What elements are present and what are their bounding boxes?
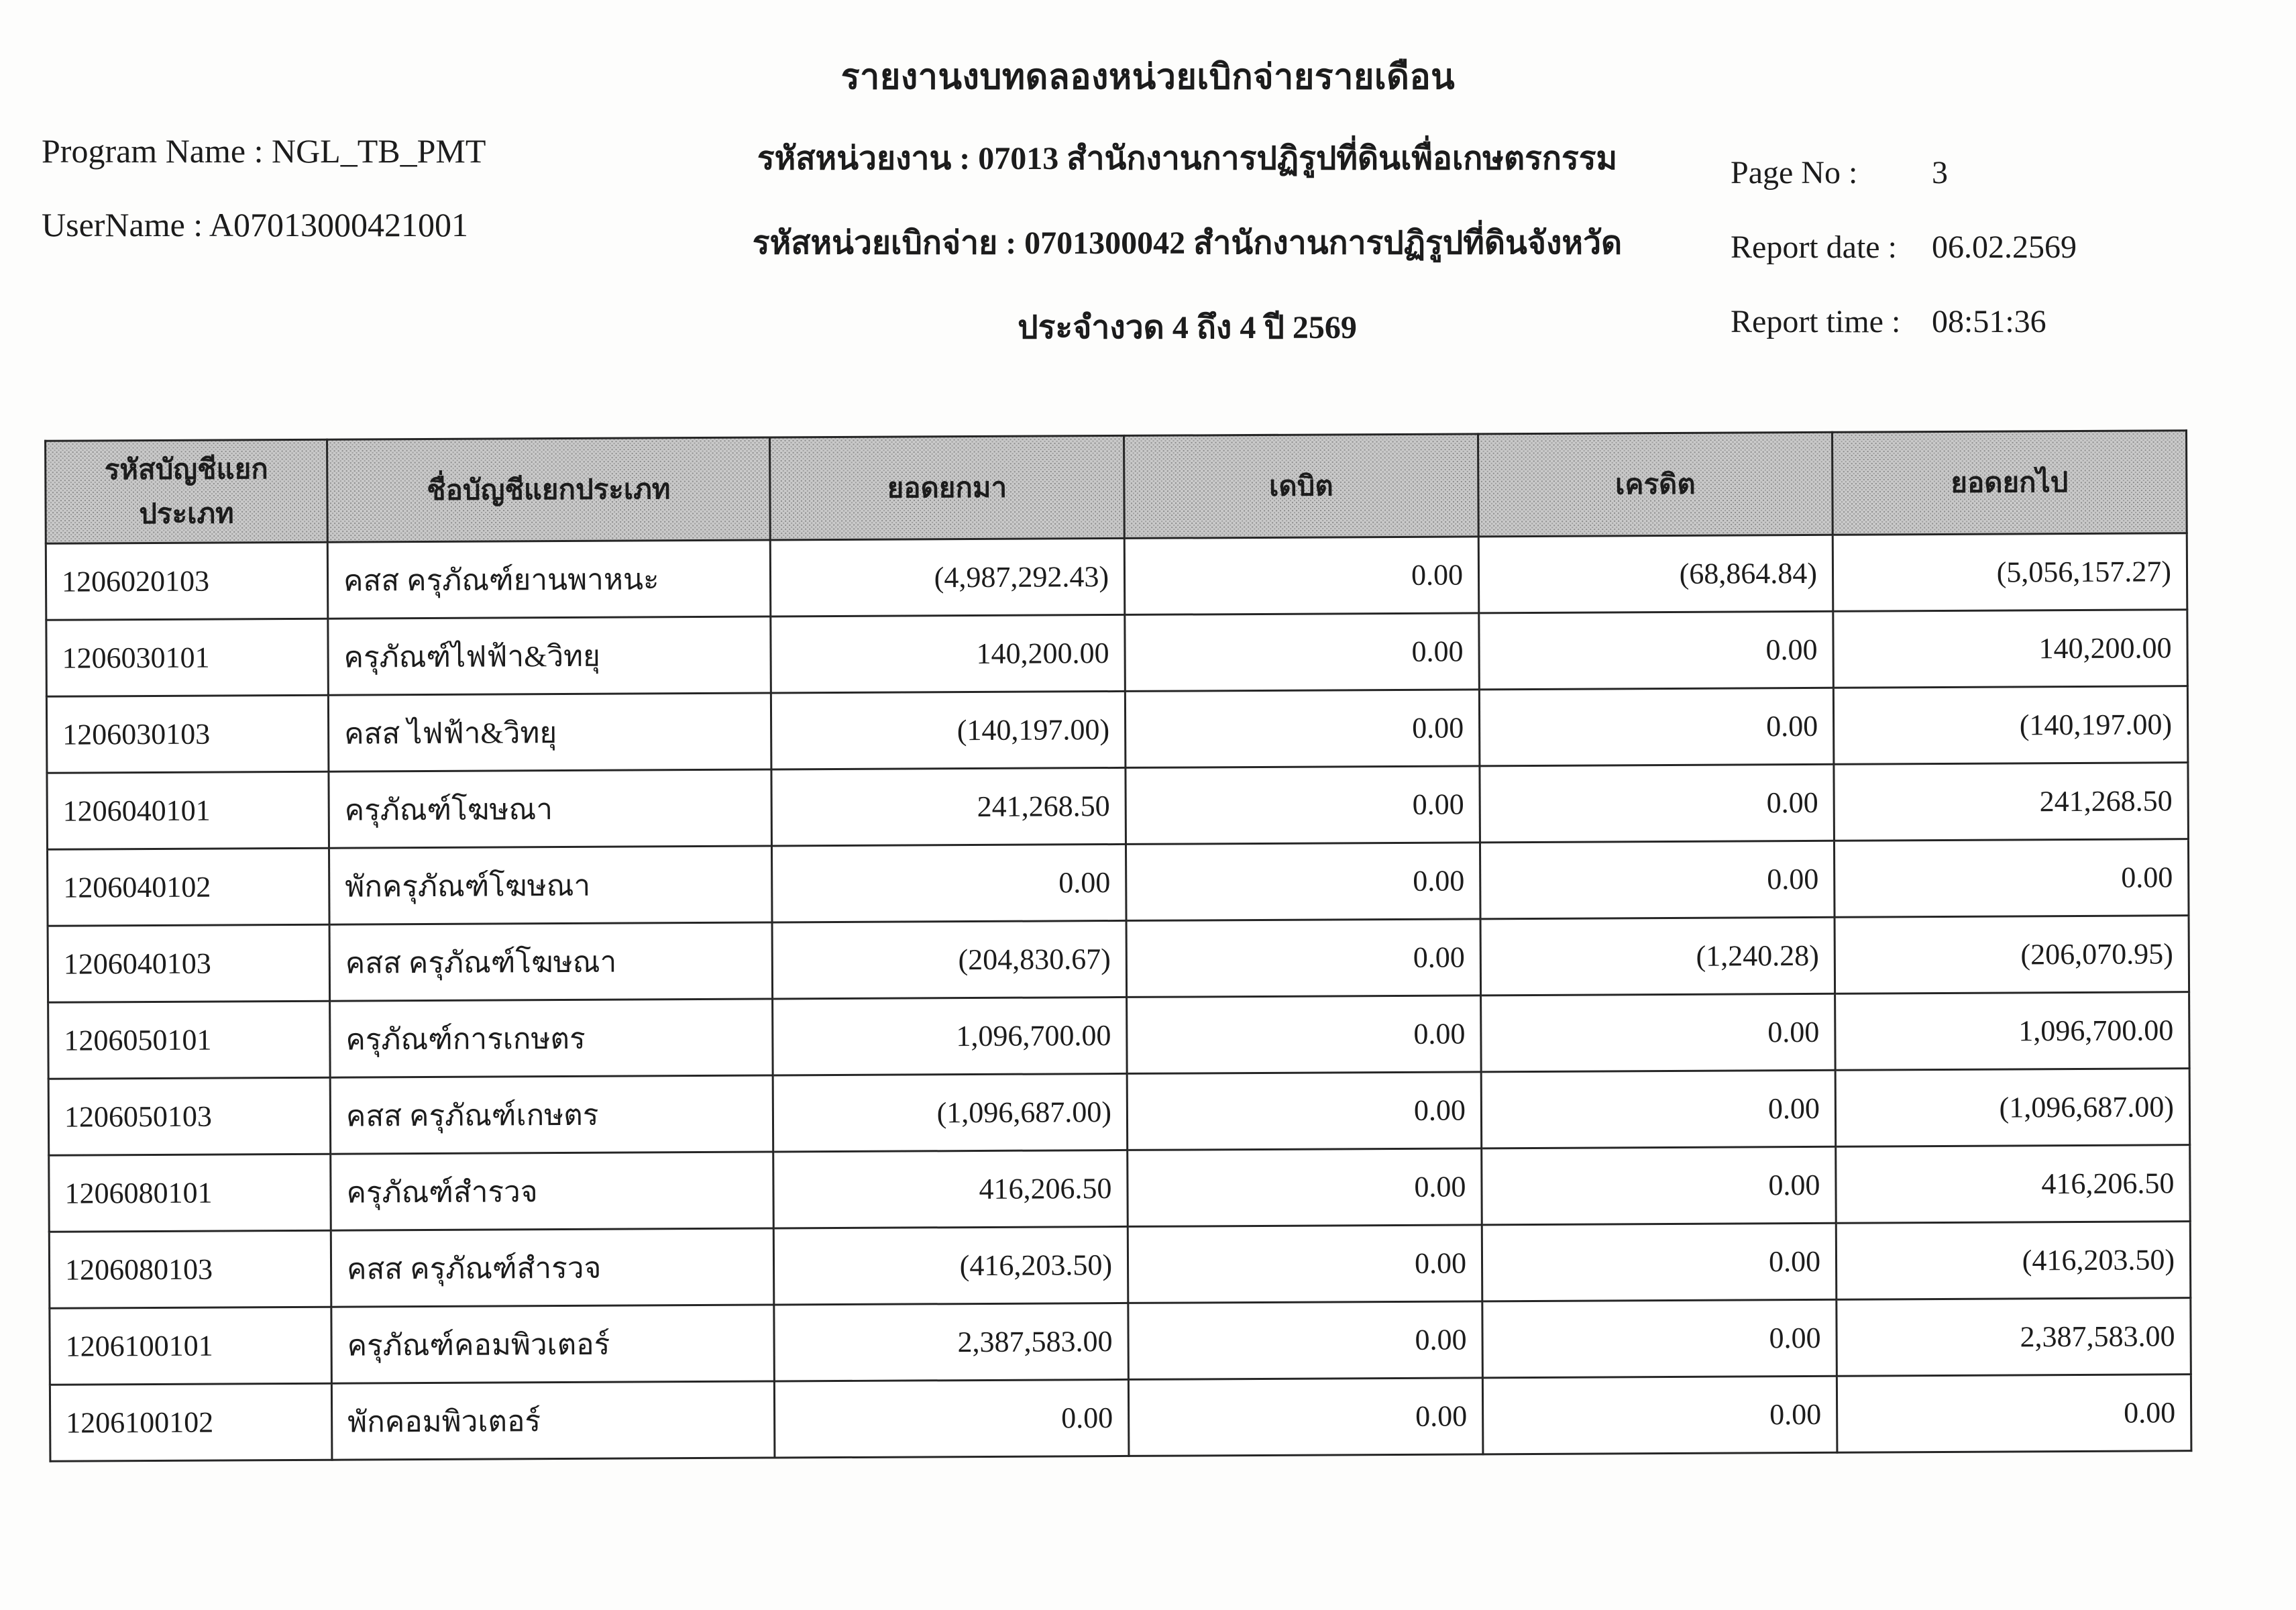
report-time-row — [1731, 303, 2281, 340]
cell-debit: 0.00 — [1127, 1072, 1482, 1150]
column-header-credit: เครดิต — [1478, 432, 1833, 537]
cell-account-code: 1206040101 — [47, 771, 329, 849]
agency-code: รหัสหน่วยงาน : 07013 สำนักงานการปฏิรูปที่ดินเพื่อเกษตรกรรม — [757, 141, 1618, 176]
cell-account-code: 1206040102 — [48, 848, 330, 926]
cell-account-code: 1206050103 — [48, 1077, 331, 1155]
cell-debit: 0.00 — [1126, 766, 1480, 845]
cell-account-code: 1206040103 — [48, 924, 330, 1002]
cell-credit: 0.00 — [1479, 611, 1834, 690]
cell-debit: 0.00 — [1128, 1148, 1482, 1227]
cell-account-name: คสส ครุภัณฑ์เกษตร — [330, 1075, 773, 1154]
cell-closing-balance: 241,268.50 — [1834, 763, 2189, 841]
cell-account-name: คสส ครุภัณฑ์ยานพาหนะ — [327, 540, 771, 619]
cell-account-name: คสส ไฟฟ้า&วิทยุ — [328, 693, 771, 771]
cell-closing-balance: 2,387,583.00 — [1837, 1298, 2191, 1377]
cell-closing-balance: (206,070.95) — [1835, 916, 2189, 994]
cell-account-code: 1206030103 — [46, 695, 329, 773]
cell-account-name: ครุภัณฑ์สำรวจ — [331, 1152, 774, 1230]
report-date-value: 06.02.2569 — [1932, 229, 2077, 265]
table-row — [46, 686, 2188, 773]
cell-opening-balance: (1,096,687.00) — [773, 1073, 1128, 1152]
cell-credit: 0.00 — [1482, 1376, 1837, 1454]
table-row — [46, 610, 2188, 697]
cell-opening-balance: 2,387,583.00 — [774, 1303, 1129, 1381]
cell-account-name: พักคอมพิวเตอร์ — [331, 1381, 775, 1460]
cell-account-code: 1206080101 — [49, 1154, 331, 1232]
cell-credit: 0.00 — [1482, 1223, 1837, 1301]
table-row — [47, 763, 2189, 850]
cell-opening-balance: (416,203.50) — [773, 1226, 1128, 1305]
report-period: ประจำงวด 4 ถึง 4 ปี 2569 — [1018, 310, 1357, 345]
cell-credit: (68,864.84) — [1478, 535, 1833, 613]
cell-closing-balance: 0.00 — [1834, 839, 2189, 918]
cell-debit: 0.00 — [1124, 537, 1479, 615]
cell-account-name: คสส ครุภัณฑ์สำรวจ — [331, 1228, 774, 1307]
cell-credit: 0.00 — [1480, 764, 1835, 843]
cell-credit: 0.00 — [1482, 1299, 1837, 1378]
column-header-account-code: รหัสบัญชีแยกประเภท — [46, 439, 328, 543]
report-time-value: 08:51:36 — [1932, 304, 2046, 339]
table-row — [48, 839, 2189, 926]
cell-closing-balance: (416,203.50) — [1836, 1222, 2191, 1300]
column-header-opening-balance: ยอดยกมา — [770, 435, 1125, 540]
cell-credit: 0.00 — [1481, 994, 1836, 1072]
table-row — [50, 1298, 2191, 1385]
header-left-block — [42, 131, 712, 279]
cell-account-name: พักครุภัณฑ์โฆษณา — [329, 846, 772, 924]
cell-debit: 0.00 — [1125, 613, 1480, 692]
cell-account-name: ครุภัณฑ์การเกษตร — [330, 999, 773, 1077]
cell-opening-balance: 0.00 — [774, 1379, 1129, 1458]
cell-opening-balance: 241,268.50 — [771, 767, 1126, 846]
cell-credit: 0.00 — [1479, 688, 1834, 766]
cell-closing-balance: 0.00 — [1837, 1375, 2191, 1453]
cell-debit: 0.00 — [1126, 843, 1480, 921]
table-header-row — [46, 431, 2187, 544]
cell-account-code: 1206100101 — [50, 1307, 332, 1385]
page-no-row — [1731, 154, 2281, 191]
cell-account-code: 1206030101 — [46, 619, 329, 696]
cell-opening-balance: (140,197.00) — [771, 691, 1126, 769]
table-body — [46, 533, 2191, 1462]
table-row — [48, 916, 2189, 1003]
header-right-block — [1731, 154, 2281, 378]
cell-account-name: คสส ครุภัณฑ์โฆษณา — [329, 922, 773, 1001]
cell-account-code: 1206100102 — [50, 1383, 332, 1461]
cell-account-name: ครุภัณฑ์คอมพิวเตอร์ — [331, 1305, 775, 1383]
cell-credit: 0.00 — [1481, 1070, 1836, 1148]
cell-debit: 0.00 — [1125, 690, 1480, 768]
table-row — [46, 533, 2187, 621]
report-time-label: Report time : — [1731, 304, 1901, 339]
user-name: UserName : A07013000421001 — [42, 206, 469, 244]
cell-opening-balance: 1,096,700.00 — [773, 997, 1128, 1075]
cell-closing-balance: 416,206.50 — [1836, 1145, 2191, 1224]
column-header-closing-balance: ยอดยกไป — [1832, 431, 2187, 535]
cell-closing-balance: (140,197.00) — [1833, 686, 2188, 765]
cell-debit: 0.00 — [1126, 919, 1481, 998]
cell-closing-balance: (1,096,687.00) — [1835, 1069, 2190, 1147]
cell-opening-balance: (4,987,292.43) — [770, 538, 1125, 616]
cell-debit: 0.00 — [1127, 996, 1482, 1074]
cell-opening-balance: 140,200.00 — [771, 614, 1126, 693]
trial-balance-table — [44, 429, 2192, 1462]
cell-credit: 0.00 — [1480, 841, 1835, 919]
cell-opening-balance: 416,206.50 — [773, 1150, 1128, 1228]
cell-debit: 0.00 — [1128, 1301, 1483, 1380]
cell-account-code: 1206080103 — [49, 1230, 331, 1308]
table-row — [48, 992, 2190, 1079]
column-header-account-name: ชื่อบัญชีแยกประเภท — [327, 437, 771, 542]
table-row — [48, 1069, 2190, 1156]
header-center-block — [724, 133, 1650, 386]
page-no-value: 3 — [1932, 155, 1948, 191]
cell-account-code: 1206020103 — [46, 542, 328, 620]
trial-balance-table-wrapper — [44, 429, 2191, 1462]
report-date-label: Report date : — [1731, 229, 1897, 265]
page-no-label: Page No : — [1731, 155, 1858, 191]
cell-account-name: ครุภัณฑ์โฆษณา — [329, 769, 772, 848]
table-row — [49, 1222, 2191, 1309]
cell-account-name: ครุภัณฑ์ไฟฟ้า&วิทยุ — [328, 616, 771, 695]
cell-credit: (1,240.28) — [1480, 917, 1835, 996]
cell-opening-balance: 0.00 — [771, 844, 1126, 922]
cell-opening-balance: (204,830.67) — [772, 920, 1127, 999]
table-row — [50, 1375, 2191, 1462]
cell-debit: 0.00 — [1128, 1225, 1482, 1303]
cell-closing-balance: (5,056,157.27) — [1833, 533, 2187, 612]
cell-credit: 0.00 — [1482, 1146, 1837, 1225]
column-header-debit: เดบิต — [1124, 434, 1479, 539]
table-row — [49, 1145, 2191, 1232]
disbursement-unit-code: รหัสหน่วยเบิกจ่าย : 0701300042 สำนักงานการปฏิรูปที่ดินจังหวัด — [752, 225, 1623, 261]
report-date-row — [1731, 229, 2281, 266]
program-name: Program Name : NGL_TB_PMT — [42, 132, 486, 170]
cell-account-code: 1206050101 — [48, 1001, 331, 1079]
cell-closing-balance: 1,096,700.00 — [1835, 992, 2190, 1071]
cell-closing-balance: 140,200.00 — [1833, 610, 2188, 688]
cell-debit: 0.00 — [1128, 1378, 1483, 1456]
page-title: รายงานงบทดลองหน่วยเบิกจ่ายรายเดือน — [840, 58, 1456, 97]
